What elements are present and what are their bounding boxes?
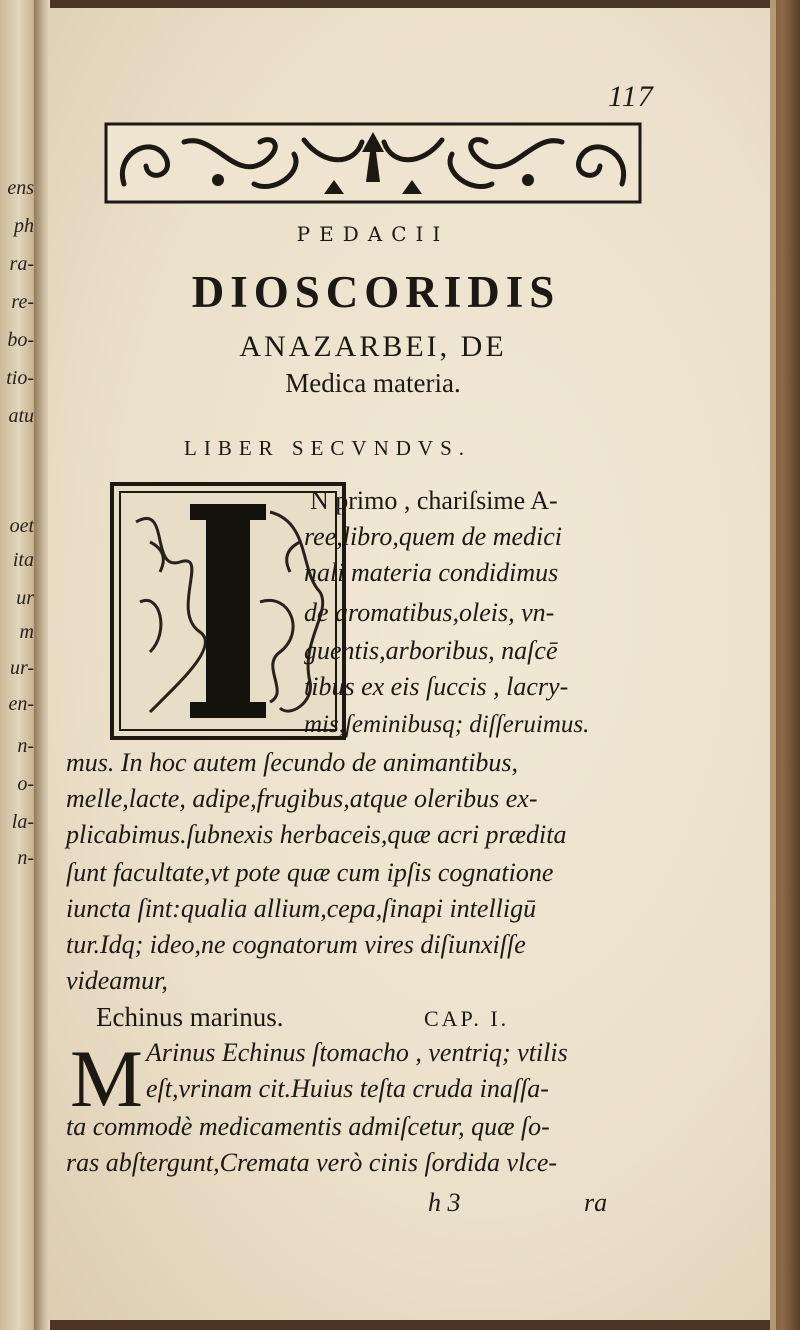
- intro-line: N primo , chariſsime A-: [310, 486, 558, 515]
- left-edge-fragment: ens: [7, 177, 34, 199]
- left-edge-fragment: n-: [17, 847, 34, 869]
- left-edge-fragment: n-: [17, 735, 34, 757]
- left-edge-fragment: ita: [12, 549, 34, 571]
- right-page: [48, 8, 770, 1320]
- chapter-number: CAP. I.: [424, 1006, 510, 1031]
- chapter-line: ras abſtergunt,Cremata verò cinis ſordida vlce-: [66, 1148, 558, 1177]
- left-page-edge: [0, 0, 34, 1330]
- intro-line: plicabimus.ſubnexis herbaceis,quæ acri prædita: [66, 820, 567, 849]
- title-line-pedacii: PEDACII: [296, 222, 450, 246]
- ornamental-headpiece-icon: [104, 122, 642, 204]
- left-edge-fragment: atu: [8, 405, 34, 427]
- intro-line: videamur,: [66, 966, 168, 995]
- left-edge-fragment: ra-: [9, 253, 34, 275]
- chapter-title: Echinus marinus.: [96, 1002, 284, 1032]
- intro-line: tibus ex eis ſuccis , lacry-: [304, 672, 569, 701]
- title-line-medica-materia: Medica materia.: [285, 368, 461, 398]
- intro-line: ſunt facultate,vt pote quæ cum ipſis cognatione: [66, 858, 554, 887]
- left-edge-fragment: en-: [8, 693, 34, 715]
- title-line-dioscoridis: DIOSCORIDIS: [191, 267, 561, 317]
- left-edge-fragment: la-: [11, 811, 34, 833]
- left-edge-fragment: ph: [14, 215, 34, 237]
- intro-line: melle,lacte, adipe,frugibus,atque oleribus ex-: [66, 784, 538, 813]
- intro-line: guentis,arboribus, naſcē: [304, 636, 558, 665]
- left-edge-fragment: ur: [16, 587, 34, 609]
- intro-line: mis,ſeminibusq; diſſeruimus.: [304, 711, 590, 738]
- book-heading: LIBER SECVNDVS.: [184, 436, 472, 460]
- left-edge-fragment: o-: [17, 773, 34, 795]
- left-edge-fragment: tio-: [6, 367, 34, 389]
- intro-line: mus. In hoc autem ſecundo de animantibus,: [66, 748, 519, 777]
- catchword: ra: [584, 1188, 608, 1217]
- left-edge-fragment: m: [19, 621, 34, 643]
- chapter-drop-initial: M: [70, 1033, 143, 1124]
- left-edge-fragment: re-: [11, 291, 34, 313]
- chapter-line: eſt,vrinam cit.Huius teſta cruda inaſſa-: [146, 1074, 549, 1103]
- chapter-line: Arinus Echinus ſtomacho , ventriq; vtilis: [146, 1038, 568, 1067]
- title-line-anazarbei: ANAZARBEI, DE: [239, 330, 507, 363]
- intro-line: tur.Idq; ideo,ne cognatorum vires diſiunxiſſe: [66, 930, 526, 959]
- book-fore-edge: [770, 0, 800, 1330]
- signature-mark: h 3: [428, 1188, 461, 1217]
- left-edge-fragment: bo-: [7, 329, 34, 351]
- chapter-line: ta commodè medicamentis admiſcetur, quæ ſo-: [66, 1112, 550, 1141]
- intro-line: nali materia condidimus: [304, 558, 559, 587]
- intro-line: iuncta ſint:qualia allium,cepa,ſinapi intelligū: [66, 894, 537, 923]
- intro-line: de aromatibus,oleis, vn-: [304, 598, 555, 627]
- left-edge-fragment: oet: [9, 515, 34, 537]
- left-edge-fragment: ur-: [9, 657, 34, 679]
- intro-line: ree,libro,quem de medici: [304, 522, 562, 551]
- page-number: 117: [608, 80, 654, 113]
